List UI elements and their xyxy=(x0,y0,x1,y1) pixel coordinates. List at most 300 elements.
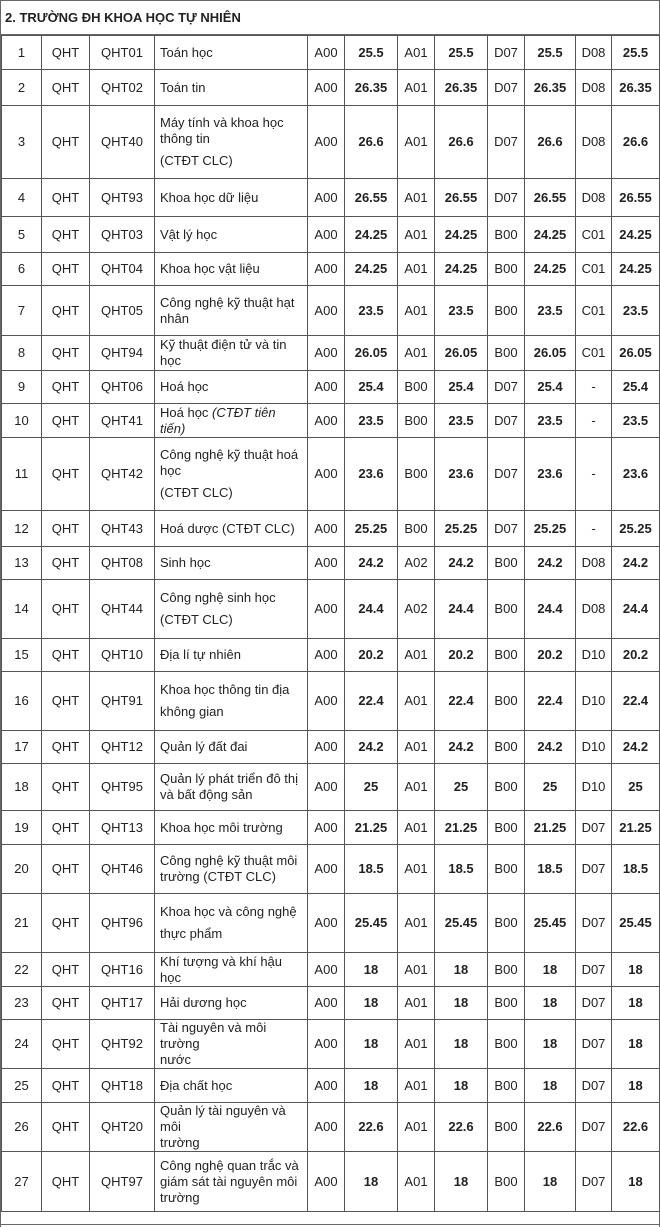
major-name-line: học xyxy=(160,463,181,478)
subject-block-2: A01 xyxy=(398,1069,435,1103)
score-1: 20.2 xyxy=(345,639,398,672)
row-number: 22 xyxy=(2,953,42,987)
school-code: QHT xyxy=(42,1103,90,1152)
subject-block-3: B00 xyxy=(488,1152,525,1212)
score-2: 24.2 xyxy=(435,731,488,764)
row-number: 26 xyxy=(2,1103,42,1152)
major-code: QHT92 xyxy=(90,1020,155,1069)
school-code: QHT xyxy=(42,106,90,179)
table-body xyxy=(2,36,660,1212)
major-code: QHT06 xyxy=(90,371,155,404)
score-4: 26.05 xyxy=(612,336,660,371)
score-2: 24.25 xyxy=(435,217,488,253)
major-name xyxy=(155,547,308,580)
score-2: 21.25 xyxy=(435,811,488,845)
subject-block-2: A01 xyxy=(398,987,435,1020)
score-2: 25.4 xyxy=(435,371,488,404)
major-name xyxy=(155,845,308,894)
score-4: 24.2 xyxy=(612,547,660,580)
subject-block-3: B00 xyxy=(488,672,525,731)
subject-block-2: A01 xyxy=(398,672,435,731)
score-3: 18 xyxy=(525,987,576,1020)
major-name-line: Địa chất học xyxy=(160,1077,233,1093)
row-number: 11 xyxy=(2,438,42,511)
school-code: QHT xyxy=(42,894,90,953)
row-number: 1 xyxy=(2,36,42,70)
table-row xyxy=(2,179,660,217)
score-3: 25 xyxy=(525,764,576,811)
school-code: QHT xyxy=(42,580,90,639)
table-row xyxy=(2,731,660,764)
score-2: 23.5 xyxy=(435,404,488,438)
subject-block-4: - xyxy=(576,438,612,511)
score-1: 26.6 xyxy=(345,106,398,179)
school-code: QHT xyxy=(42,179,90,217)
major-name-line: Quản lý phát triển đô thị xyxy=(160,771,299,786)
row-number: 6 xyxy=(2,253,42,286)
major-name-line: Quản lý đất đai xyxy=(160,739,248,754)
subject-block-4: D08 xyxy=(576,580,612,639)
score-1: 25.45 xyxy=(345,894,398,953)
row-number: 17 xyxy=(2,731,42,764)
score-2: 18 xyxy=(435,987,488,1020)
score-4: 18 xyxy=(612,1020,660,1069)
major-name-line: Khoa học vật liệu xyxy=(160,261,260,276)
score-3: 25.5 xyxy=(525,36,576,70)
subject-block-2: A01 xyxy=(398,179,435,217)
subject-block-3: B00 xyxy=(488,1020,525,1069)
school-code: QHT xyxy=(42,764,90,811)
score-3: 18 xyxy=(525,1069,576,1103)
subject-block-3: B00 xyxy=(488,336,525,371)
major-name xyxy=(155,336,308,371)
table-row xyxy=(2,987,660,1020)
major-name-extra: không gian xyxy=(160,704,224,719)
major-code: QHT10 xyxy=(90,639,155,672)
score-1: 24.25 xyxy=(345,253,398,286)
subject-block-4: D07 xyxy=(576,1152,612,1212)
major-code: QHT01 xyxy=(90,36,155,70)
subject-block-3: B00 xyxy=(488,764,525,811)
major-code: QHT43 xyxy=(90,511,155,547)
subject-block-4: D08 xyxy=(576,106,612,179)
major-name-line: Hoá học xyxy=(160,404,213,420)
score-4: 26.35 xyxy=(612,70,660,106)
score-1: 24.2 xyxy=(345,731,398,764)
score-4: 25.5 xyxy=(612,36,660,70)
score-4: 23.5 xyxy=(612,286,660,336)
subject-block-2: A01 xyxy=(398,953,435,987)
score-1: 24.25 xyxy=(345,217,398,253)
subject-block-2: A02 xyxy=(398,547,435,580)
score-2: 23.6 xyxy=(435,438,488,511)
score-1: 26.55 xyxy=(345,179,398,217)
subject-block-3: D07 xyxy=(488,371,525,404)
subject-block-4: - xyxy=(576,404,612,438)
major-name-extra: (CTĐT CLC) xyxy=(160,612,233,627)
score-1: 24.4 xyxy=(345,580,398,639)
row-number: 2 xyxy=(2,70,42,106)
row-number: 14 xyxy=(2,580,42,639)
score-3: 23.5 xyxy=(525,404,576,438)
subject-block-1: A00 xyxy=(308,987,345,1020)
score-3: 23.6 xyxy=(525,438,576,511)
major-name-line: Công nghệ kỹ thuật hoá xyxy=(160,447,299,462)
subject-block-1: A00 xyxy=(308,106,345,179)
score-1: 25 xyxy=(345,764,398,811)
subject-block-1: A00 xyxy=(308,953,345,987)
score-4: 18 xyxy=(612,1069,660,1103)
major-code: QHT16 xyxy=(90,953,155,987)
major-code: QHT12 xyxy=(90,731,155,764)
major-code: QHT42 xyxy=(90,438,155,511)
subject-block-1: A00 xyxy=(308,511,345,547)
subject-block-2: A01 xyxy=(398,70,435,106)
subject-block-2: A01 xyxy=(398,639,435,672)
score-3: 18.5 xyxy=(525,845,576,894)
row-number: 10 xyxy=(2,404,42,438)
subject-block-1: A00 xyxy=(308,286,345,336)
major-name xyxy=(155,286,308,336)
subject-block-4: D10 xyxy=(576,731,612,764)
school-code: QHT xyxy=(42,36,90,70)
school-code: QHT xyxy=(42,70,90,106)
score-3: 26.35 xyxy=(525,70,576,106)
subject-block-1: A00 xyxy=(308,253,345,286)
major-name-line: Toán học xyxy=(160,44,213,60)
subject-block-1: A00 xyxy=(308,404,345,438)
row-number: 23 xyxy=(2,987,42,1020)
row-number: 9 xyxy=(2,371,42,404)
major-code: QHT40 xyxy=(90,106,155,179)
score-1: 23.6 xyxy=(345,438,398,511)
score-2: 25.45 xyxy=(435,894,488,953)
score-1: 22.6 xyxy=(345,1103,398,1152)
table-row xyxy=(2,286,660,336)
score-3: 18 xyxy=(525,953,576,987)
score-4: 20.2 xyxy=(612,639,660,672)
score-1: 18 xyxy=(345,1069,398,1103)
subject-block-3: D07 xyxy=(488,511,525,547)
row-number: 25 xyxy=(2,1069,42,1103)
score-3: 22.4 xyxy=(525,672,576,731)
score-4: 25.45 xyxy=(612,894,660,953)
major-name xyxy=(155,404,308,438)
bottom-divider xyxy=(1,1224,659,1225)
major-code: QHT46 xyxy=(90,845,155,894)
major-name-line: Tài nguyên và môi trường xyxy=(160,1020,267,1051)
table-row xyxy=(2,1069,660,1103)
major-code: QHT96 xyxy=(90,894,155,953)
score-3: 24.25 xyxy=(525,217,576,253)
subject-block-2: B00 xyxy=(398,438,435,511)
subject-block-2: B00 xyxy=(398,404,435,438)
subject-block-1: A00 xyxy=(308,438,345,511)
subject-block-1: A00 xyxy=(308,764,345,811)
score-2: 18 xyxy=(435,953,488,987)
subject-block-4: D07 xyxy=(576,1103,612,1152)
subject-block-3: B00 xyxy=(488,894,525,953)
table-row xyxy=(2,217,660,253)
score-4: 18 xyxy=(612,987,660,1020)
score-2: 26.35 xyxy=(435,70,488,106)
subject-block-3: B00 xyxy=(488,253,525,286)
score-4: 23.6 xyxy=(612,438,660,511)
subject-block-4: D07 xyxy=(576,894,612,953)
subject-block-2: A01 xyxy=(398,336,435,371)
row-number: 7 xyxy=(2,286,42,336)
major-code: QHT91 xyxy=(90,672,155,731)
score-4: 23.5 xyxy=(612,404,660,438)
major-name xyxy=(155,764,308,811)
section-title: 2. TRƯỜNG ĐH KHOA HỌC TỰ NHIÊN xyxy=(1,0,659,35)
major-code: QHT18 xyxy=(90,1069,155,1103)
major-name-line: Kỹ thuật điện tử và tin học xyxy=(160,337,287,368)
major-name-line: Toán tin xyxy=(160,79,206,95)
score-4: 21.25 xyxy=(612,811,660,845)
major-name-line: Máy tính và khoa học xyxy=(160,115,284,130)
major-program-note: (CTĐT tiên tiến) xyxy=(160,404,276,436)
score-3: 20.2 xyxy=(525,639,576,672)
score-3: 18 xyxy=(525,1152,576,1212)
major-code: QHT41 xyxy=(90,404,155,438)
major-code: QHT17 xyxy=(90,987,155,1020)
subject-block-2: B00 xyxy=(398,511,435,547)
score-2: 23.5 xyxy=(435,286,488,336)
major-name-line: Quản lý tài nguyên và môi xyxy=(160,1103,286,1134)
subject-block-2: A01 xyxy=(398,1020,435,1069)
score-1: 23.5 xyxy=(345,404,398,438)
score-2: 22.4 xyxy=(435,672,488,731)
major-code: QHT13 xyxy=(90,811,155,845)
subject-block-4: D08 xyxy=(576,547,612,580)
table-row xyxy=(2,764,660,811)
score-4: 25 xyxy=(612,764,660,811)
table-row xyxy=(2,253,660,286)
major-name-line: Công nghệ kỹ thuật môi xyxy=(160,853,298,868)
table-row xyxy=(2,1103,660,1152)
school-code: QHT xyxy=(42,1152,90,1212)
row-number: 19 xyxy=(2,811,42,845)
score-2: 24.2 xyxy=(435,547,488,580)
score-2: 18 xyxy=(435,1020,488,1069)
score-3: 18 xyxy=(525,1020,576,1069)
row-number: 18 xyxy=(2,764,42,811)
score-2: 18 xyxy=(435,1069,488,1103)
score-2: 18.5 xyxy=(435,845,488,894)
table-row xyxy=(2,371,660,404)
score-4: 18 xyxy=(612,1152,660,1212)
subject-block-1: A00 xyxy=(308,336,345,371)
table-row xyxy=(2,845,660,894)
major-name-line: Khoa học dữ liệu xyxy=(160,189,259,205)
score-1: 25.25 xyxy=(345,511,398,547)
score-4: 25.25 xyxy=(612,511,660,547)
subject-block-3: B00 xyxy=(488,547,525,580)
subject-block-2: A01 xyxy=(398,253,435,286)
major-name-line-wrapper xyxy=(160,405,303,437)
major-name xyxy=(155,511,308,547)
score-3: 24.4 xyxy=(525,580,576,639)
table-row xyxy=(2,580,660,639)
major-name xyxy=(155,672,308,731)
table-row xyxy=(2,639,660,672)
subject-block-3: D07 xyxy=(488,404,525,438)
major-name xyxy=(155,894,308,953)
major-name-line: Vật lý học xyxy=(160,226,218,242)
subject-block-3: D07 xyxy=(488,438,525,511)
major-code: QHT44 xyxy=(90,580,155,639)
score-2: 26.55 xyxy=(435,179,488,217)
score-3: 22.6 xyxy=(525,1103,576,1152)
major-name xyxy=(155,36,308,70)
major-name xyxy=(155,371,308,404)
admission-scores-table xyxy=(1,35,660,1212)
score-3: 21.25 xyxy=(525,811,576,845)
subject-block-4: D07 xyxy=(576,811,612,845)
row-number: 3 xyxy=(2,106,42,179)
subject-block-1: A00 xyxy=(308,36,345,70)
subject-block-4: D08 xyxy=(576,70,612,106)
score-1: 18 xyxy=(345,953,398,987)
major-name xyxy=(155,1152,308,1212)
score-4: 22.6 xyxy=(612,1103,660,1152)
subject-block-3: D07 xyxy=(488,70,525,106)
score-4: 24.25 xyxy=(612,253,660,286)
subject-block-2: A01 xyxy=(398,894,435,953)
subject-block-3: B00 xyxy=(488,953,525,987)
score-2: 26.05 xyxy=(435,336,488,371)
score-3: 26.6 xyxy=(525,106,576,179)
subject-block-4: D08 xyxy=(576,179,612,217)
school-code: QHT xyxy=(42,404,90,438)
subject-block-2: A01 xyxy=(398,764,435,811)
subject-block-3: B00 xyxy=(488,845,525,894)
subject-block-4: - xyxy=(576,511,612,547)
table-row xyxy=(2,894,660,953)
school-code: QHT xyxy=(42,371,90,404)
row-number: 16 xyxy=(2,672,42,731)
major-name-line: trường xyxy=(160,1135,200,1150)
subject-block-4: D07 xyxy=(576,1069,612,1103)
score-3: 23.5 xyxy=(525,286,576,336)
school-code: QHT xyxy=(42,811,90,845)
score-3: 25.25 xyxy=(525,511,576,547)
school-code: QHT xyxy=(42,336,90,371)
school-code: QHT xyxy=(42,845,90,894)
major-name-line: Địa lí tự nhiên xyxy=(160,647,241,662)
score-2: 25.5 xyxy=(435,36,488,70)
subject-block-2: A01 xyxy=(398,106,435,179)
subject-block-2: A01 xyxy=(398,286,435,336)
subject-block-1: A00 xyxy=(308,547,345,580)
major-name-extra: (CTĐT CLC) xyxy=(160,485,233,500)
subject-block-4: D07 xyxy=(576,1020,612,1069)
major-name xyxy=(155,106,308,179)
subject-block-4: - xyxy=(576,371,612,404)
score-1: 18 xyxy=(345,1020,398,1069)
major-code: QHT93 xyxy=(90,179,155,217)
major-name-extra: (CTĐT CLC) xyxy=(160,153,233,168)
major-name xyxy=(155,253,308,286)
school-code: QHT xyxy=(42,511,90,547)
score-1: 25.4 xyxy=(345,371,398,404)
school-code: QHT xyxy=(42,286,90,336)
subject-block-4: C01 xyxy=(576,286,612,336)
subject-block-2: A01 xyxy=(398,811,435,845)
major-name xyxy=(155,1020,308,1069)
subject-block-1: A00 xyxy=(308,1152,345,1212)
row-number: 4 xyxy=(2,179,42,217)
score-4: 22.4 xyxy=(612,672,660,731)
score-4: 24.2 xyxy=(612,731,660,764)
table-row xyxy=(2,70,660,106)
table-row xyxy=(2,336,660,371)
major-code: QHT05 xyxy=(90,286,155,336)
table-row xyxy=(2,1152,660,1212)
major-name xyxy=(155,1103,308,1152)
major-name xyxy=(155,217,308,253)
score-3: 24.25 xyxy=(525,253,576,286)
subject-block-2: A01 xyxy=(398,1103,435,1152)
subject-block-2: A01 xyxy=(398,36,435,70)
major-name-line: nước xyxy=(160,1052,191,1067)
major-code: QHT20 xyxy=(90,1103,155,1152)
row-number: 27 xyxy=(2,1152,42,1212)
major-name-line: Sinh học xyxy=(160,555,211,570)
major-name xyxy=(155,953,308,987)
subject-block-1: A00 xyxy=(308,371,345,404)
subject-block-2: A01 xyxy=(398,731,435,764)
major-name xyxy=(155,1069,308,1103)
subject-block-1: A00 xyxy=(308,70,345,106)
subject-block-1: A00 xyxy=(308,811,345,845)
school-code: QHT xyxy=(42,253,90,286)
subject-block-3: B00 xyxy=(488,217,525,253)
major-name-line: Khí tượng và khí hậu học xyxy=(160,953,283,985)
major-name-line: Công nghệ quan trắc và xyxy=(160,1157,299,1173)
major-name xyxy=(155,70,308,106)
major-name-line: Hải dương học xyxy=(160,995,247,1010)
subject-block-4: D10 xyxy=(576,672,612,731)
major-name-line: Công nghệ sinh học xyxy=(160,590,276,605)
subject-block-3: B00 xyxy=(488,1069,525,1103)
subject-block-4: C01 xyxy=(576,336,612,371)
subject-block-3: B00 xyxy=(488,811,525,845)
school-code: QHT xyxy=(42,672,90,731)
school-code: QHT xyxy=(42,438,90,511)
score-2: 18 xyxy=(435,1152,488,1212)
major-code: QHT94 xyxy=(90,336,155,371)
subject-block-4: D07 xyxy=(576,953,612,987)
table-row xyxy=(2,404,660,438)
subject-block-1: A00 xyxy=(308,639,345,672)
subject-block-4: C01 xyxy=(576,217,612,253)
subject-block-3: B00 xyxy=(488,731,525,764)
subject-block-1: A00 xyxy=(308,1020,345,1069)
major-name-line: và bất động sản xyxy=(160,787,253,802)
subject-block-2: A02 xyxy=(398,580,435,639)
major-code: QHT95 xyxy=(90,764,155,811)
score-2: 22.6 xyxy=(435,1103,488,1152)
table-row xyxy=(2,953,660,987)
subject-block-1: A00 xyxy=(308,179,345,217)
major-name-line: trường xyxy=(160,1189,200,1205)
subject-block-1: A00 xyxy=(308,580,345,639)
subject-block-1: A00 xyxy=(308,845,345,894)
score-2: 25.25 xyxy=(435,511,488,547)
subject-block-2: A01 xyxy=(398,217,435,253)
